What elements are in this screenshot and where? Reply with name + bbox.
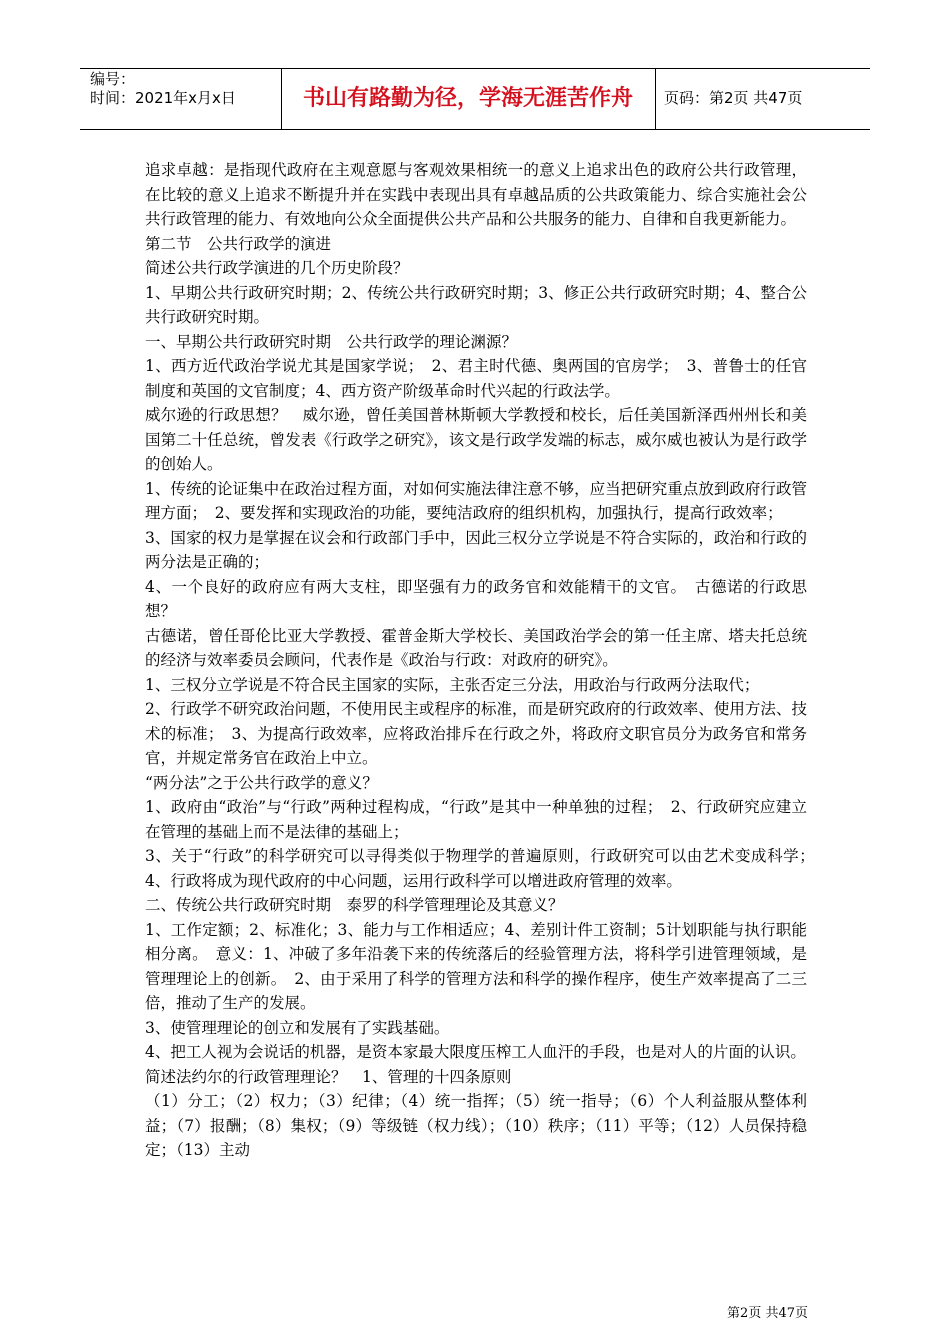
body-paragraph: 威尔逊的行政思想？ 威尔逊，曾任美国普林斯顿大学教授和校长，后任美国新泽西州州长和美国第二十任总统，曾发表《行政学之研究》，该文是行政学发端的标志，威尔威也被认为是行政学的创始人。 (145, 406, 807, 473)
body-paragraph: 4、把工人视为会说话的机器，是资本家最大限度压榨工人血汗的手段，也是对人的片面的认识。 (145, 1043, 806, 1061)
header-divider-right (655, 68, 656, 130)
body-paragraph: 1、三权分立学说是不符合民主国家的实际，主张否定三分法，用政治与行政两分法取代； (145, 675, 760, 694)
header-motto: 书山有路勤为径，学海无涯苦作舟 (302, 86, 633, 111)
body-paragraph: 1、西方近代政治学说尤其是国家学说； 2、君主时代德、奥两国的官房学； 3、普鲁士的任官制度和英国的文官制度；4、西方资产阶级革命时代兴起的行政法学。 (145, 357, 807, 400)
body-paragraph: （1）分工；（2）权力；（3）纪律；（4）统一指挥；（5）统一指导；（6）个人利益服从整体利益；（7）报酬；（8）集权；（9）等级链（权力线）；（10）秩序；（11）平等；（12）人员保持稳定；（13）主动 (145, 1092, 807, 1159)
body-paragraph: 1、工作定额；2、标准化；3、能力与工作相适应；4、差别计件工资制；5计划职能与执行职能相分离。 意义：1、冲破了多年沿袭下来的传统落后的经验管理方法，将科学引进管理领域，是管理理论上的创新。 2、由于采用了科学的管理方法和科学的操作程序，使生产效率提高了二三倍，推动了生产的发展。 (145, 920, 807, 1012)
header-page-number: 页码：第2页 共47页 (664, 89, 803, 107)
section-heading: 第二节 公共行政学的演进 (145, 234, 332, 253)
subsection-heading: 一、早期公共行政研究时期 公共行政学的理论渊源？ (145, 332, 518, 351)
footer-page-number: 第2页 共47页 (727, 1306, 808, 1321)
body-paragraph: 3、使管理理论的创立和发展有了实践基础。 (145, 1018, 450, 1037)
body-paragraph: 1、早期公共行政研究时期；2、传统公共行政研究时期；3、修正公共行政研究时期；4、整合公共行政研究时期。 (145, 283, 807, 326)
body-paragraph: 2、行政学不研究政治问题，不使用民主或程序的标准，而是研究政府的行政效率、使用方法、技术的标准； 3、为提高行政效率，应将政治排斥在行政之外，将政府文职官员分为政务官和常务官，并规定常务官在政治上中立。 (145, 700, 807, 767)
document-number-label: 编号： (90, 70, 136, 88)
question-heading: 简述公共行政学演进的几个历史阶段？ (145, 259, 409, 277)
question-heading: “两分法”之于公共行政学的意义？ (145, 773, 378, 792)
body-paragraph: 1、传统的论证集中在政治过程方面，对如何实施法律注意不够，应当把研究重点放到政府行政管理方面； 2、要发挥和实现政治的功能，要纯洁政府的组织机构，加强执行，提高行政效率； (145, 479, 807, 522)
header-info (90, 70, 280, 108)
body-paragraph: 1、政府由“政治”与“行政”两种过程构成，“行政”是其中一种单独的过程； 2、行政研究应建立在管理的基础上而不是法律的基础上； (145, 798, 807, 841)
body-paragraph: 3、关于“行政”的科学研究可以寻得类似于物理学的普遍原则，行政研究可以由艺术变成科学； 4、行政将成为现代政府的中心问题，运用行政科学可以增进政府管理的效率。 (145, 847, 823, 890)
header-bottom-rule (80, 129, 870, 130)
body-paragraph: 3、国家的权力是掌握在议会和行政部门手中，因此三权分立学说是不符合实际的，政治和行政的两分法是正确的； (145, 528, 807, 571)
body-paragraph: 古德诺，曾任哥伦比亚大学教授、霍普金斯大学校长、美国政治学会的第一任主席、塔夫托总统的经济与效率委员会顾问，代表作是《政治与行政：对政府的研究》。 (145, 626, 807, 669)
body-paragraph: 4、一个良好的政府应有两大支柱，即坚强有力的政务官和效能精干的文官。 古德诺的行政思想？ (145, 577, 807, 620)
question-heading: 简述法约尔的行政管理理论？ 1、管理的十四条原则 (145, 1067, 512, 1086)
header-top-rule (80, 68, 870, 69)
subsection-heading: 二、传统公共行政研究时期 泰罗的科学管理理论及其意义？ (145, 896, 564, 914)
body-paragraph: 追求卓越：是指现代政府在主观意愿与客观效果相统一的意义上追求出色的政府公共行政管理，在比较的意义上追求不断提升并在实践中表现出具有卓越品质的公共政策能力、综合实施社会公共行政管理的能力、有效地向公众全面提供公共产品和公共服务的能力、自律和自我更新能力。 (145, 161, 807, 228)
document-time-label: 时间：2021年x月x日 (90, 89, 236, 107)
document-body (145, 158, 823, 1163)
